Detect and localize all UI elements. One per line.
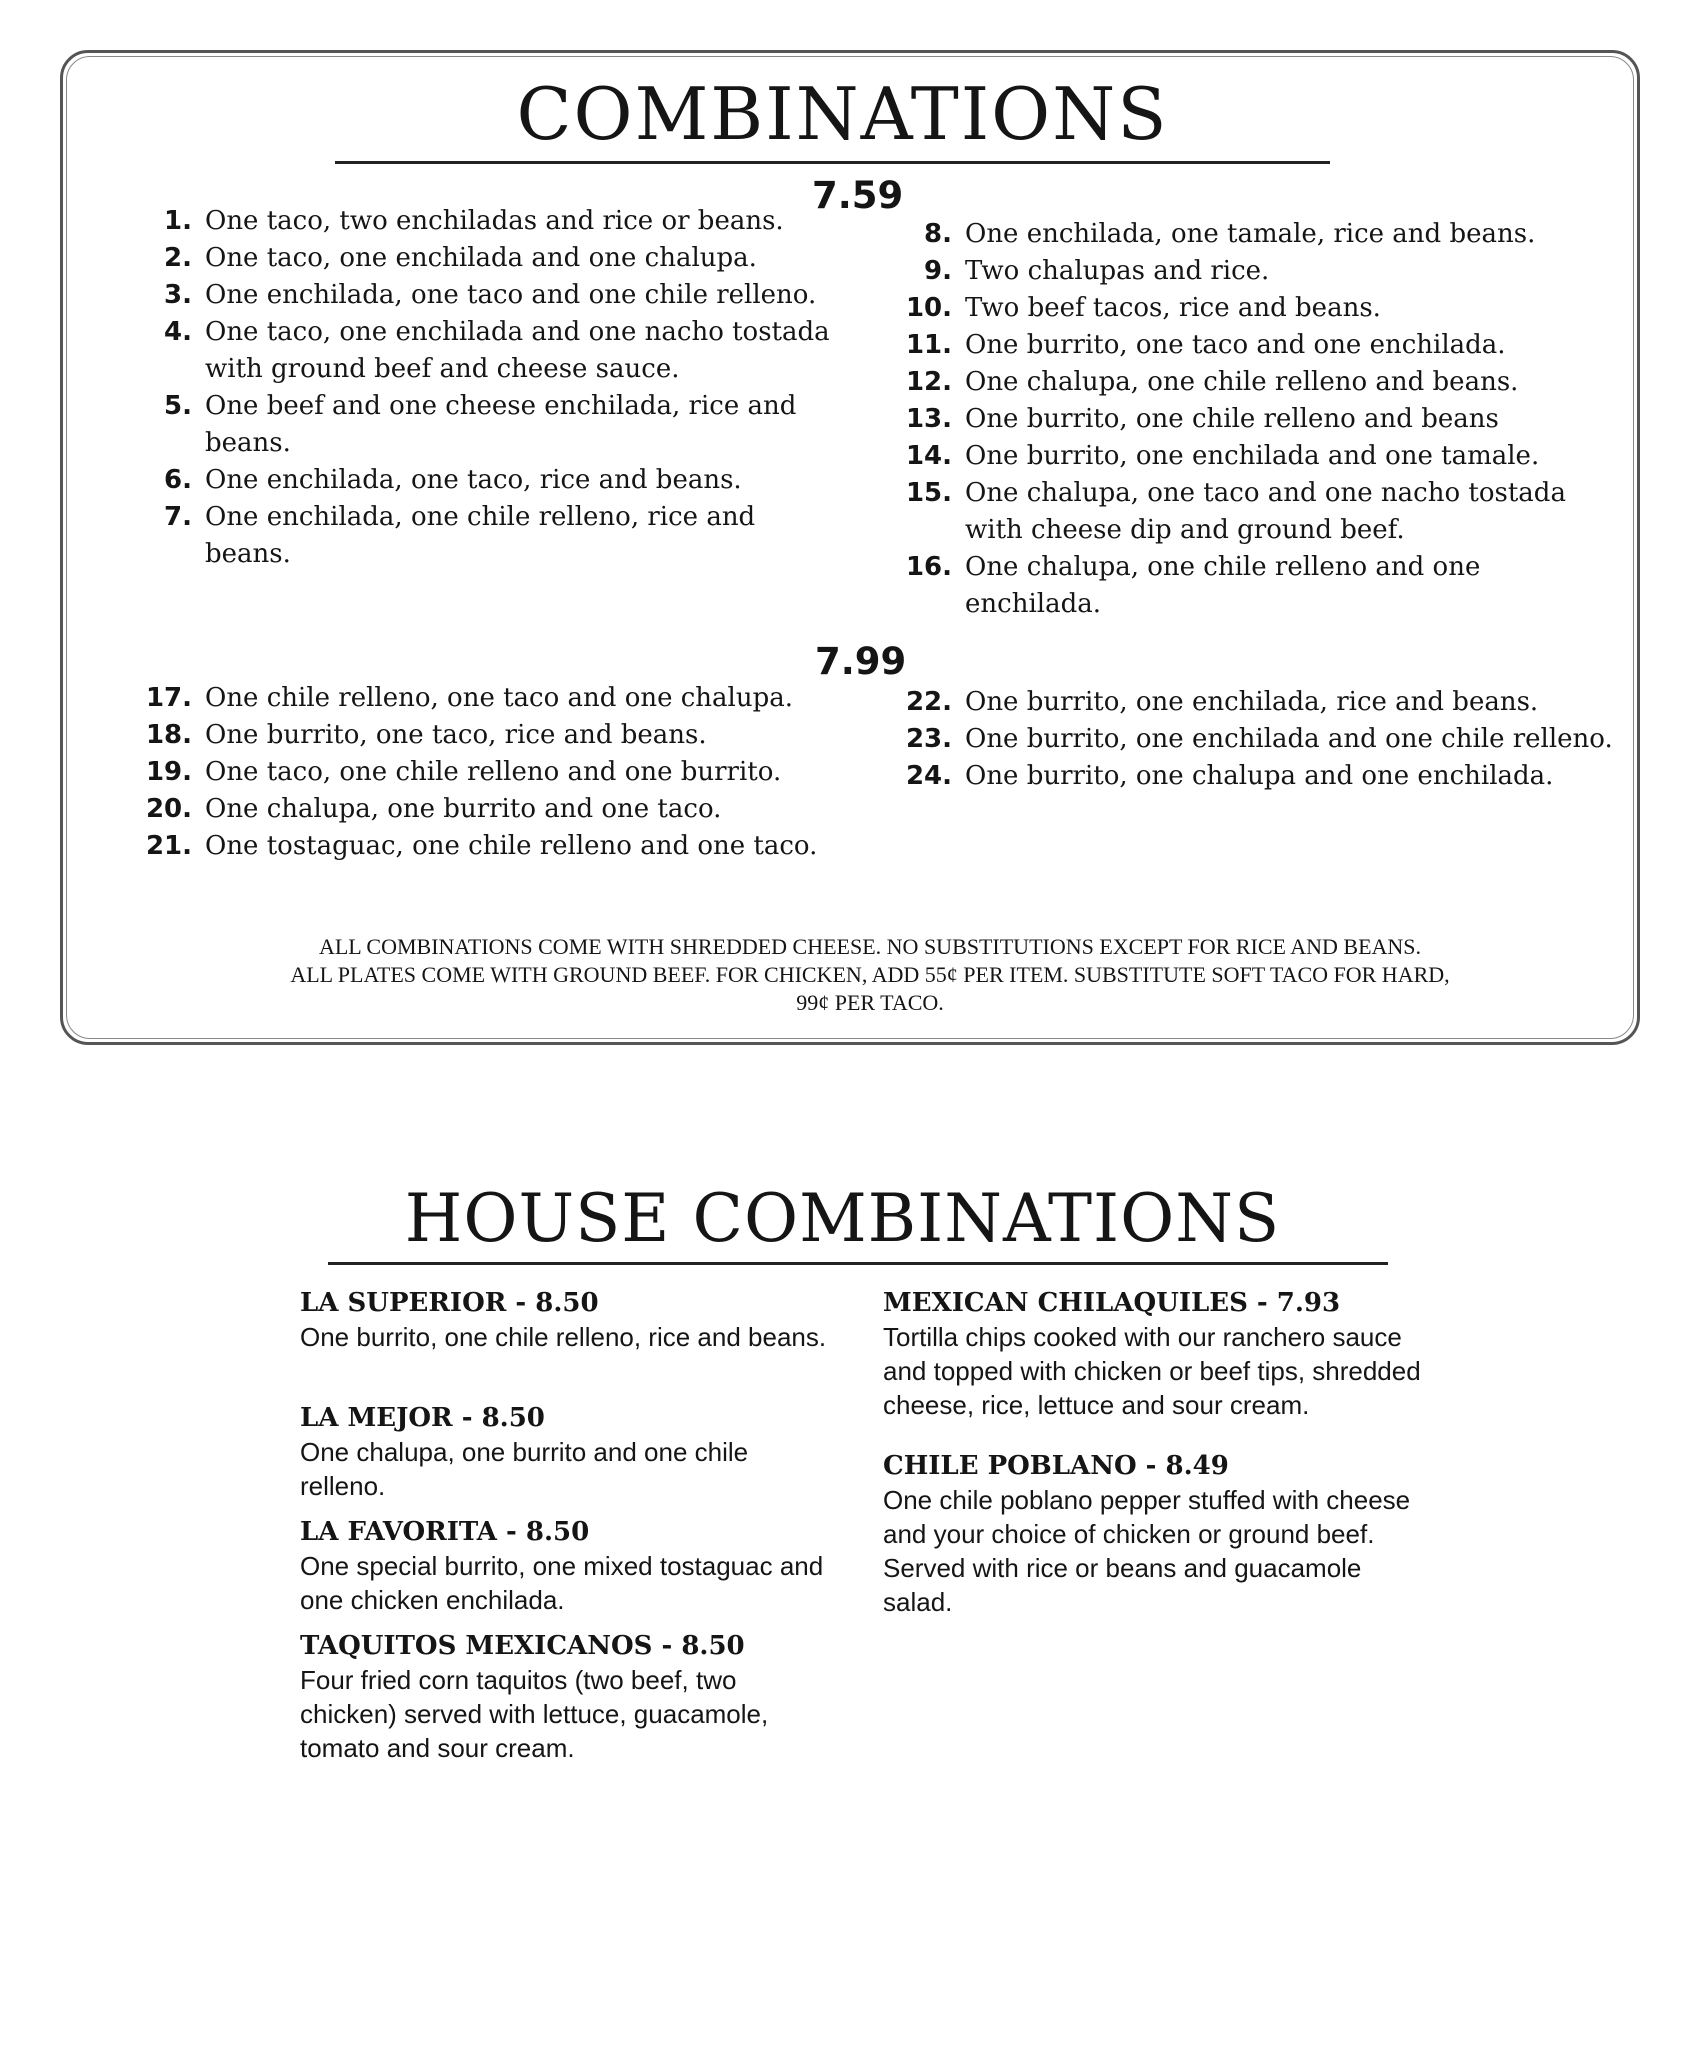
combo-list-right-group1	[890, 216, 1610, 623]
combo-text: Two chalupas and rice.	[965, 256, 1270, 286]
combo-text: One taco, two enchiladas and rice or beans.	[205, 206, 784, 236]
combo-text: One chalupa, one chile relleno and beans.	[965, 367, 1519, 397]
combo-item-14	[890, 438, 1610, 475]
combo-text: Two beef tacos, rice and beans.	[965, 293, 1381, 323]
combo-item-18	[130, 717, 860, 754]
combo-text: One chalupa, one taco and one nacho tostada with cheese dip and ground beef.	[965, 478, 1566, 545]
combo-number: 19.	[145, 757, 192, 787]
house-item-la-mejor	[300, 1401, 840, 1503]
combo-text: One enchilada, one tamale, rice and beans.	[965, 219, 1536, 249]
combo-item-15	[890, 475, 1610, 549]
combo-item-13	[890, 401, 1610, 438]
house-item-name: LA FAVORITA	[300, 1517, 497, 1547]
combo-number: 10.	[905, 293, 952, 323]
combo-text: One taco, one enchilada and one nacho tostada with ground beef and cheese sauce.	[205, 317, 830, 384]
combo-number: 21.	[145, 831, 192, 861]
house-combinations-title: HOUSE COMBINATIONS	[404, 1180, 1281, 1257]
combo-text: One chalupa, one burrito and one taco.	[205, 794, 722, 824]
combo-text: One burrito, one enchilada and one chile relleno.	[965, 724, 1613, 754]
house-item-desc: Four fried corn taquitos (two beef, two chicken) served with lettuce, guacamole, tomato and sour cream.	[300, 1665, 769, 1763]
combo-item-12	[890, 364, 1610, 401]
combo-list-left-group2	[130, 680, 860, 865]
house-item-heading: CHILE POBLANO - 8.49	[883, 1451, 1229, 1481]
house-item-name: LA MEJOR	[300, 1403, 453, 1433]
house-item-la-superior	[300, 1286, 840, 1354]
combo-number: 2.	[164, 243, 192, 273]
combo-number: 16.	[905, 552, 952, 582]
house-item-desc: One special burrito, one mixed tostaguac and one chicken enchilada.	[300, 1551, 824, 1615]
house-item-chile-poblano	[883, 1449, 1423, 1619]
combo-text: One enchilada, one chile relleno, rice and beans.	[205, 502, 756, 569]
combo-number: 11.	[905, 330, 952, 360]
combo-number: 13.	[905, 404, 952, 434]
house-item-price: 8.50	[681, 1631, 745, 1661]
combinations-note-line1: ALL COMBINATIONS COME WITH SHREDDED CHEESE. NO SUBSTITUTIONS EXCEPT FOR RICE AND BEANS.	[318, 934, 1422, 959]
combo-item-17	[130, 680, 860, 717]
combo-number: 12.	[905, 367, 952, 397]
combo-item-9	[890, 253, 1610, 290]
combo-item-11	[890, 327, 1610, 364]
combo-text: One taco, one enchilada and one chalupa.	[205, 243, 757, 273]
house-item-price: 7.93	[1276, 1288, 1341, 1318]
combo-list-left-group1	[130, 203, 840, 573]
combo-item-6	[130, 462, 840, 499]
house-item-desc: One chalupa, one burrito and one chile relleno.	[300, 1437, 749, 1501]
combo-number: 7.	[164, 502, 192, 532]
combinations-title-rule	[335, 161, 1330, 164]
house-item-heading: LA FAVORITA - 8.50	[300, 1517, 590, 1547]
combo-number: 6.	[164, 465, 192, 495]
house-item-name: MEXICAN CHILAQUILES	[883, 1288, 1248, 1318]
combo-item-4	[130, 314, 840, 388]
combo-number: 24.	[905, 761, 952, 791]
price-heading-group1: 7.59	[812, 174, 904, 217]
house-item-name: LA SUPERIOR	[300, 1288, 507, 1318]
combo-text: One enchilada, one taco and one chile relleno.	[205, 280, 817, 310]
combo-item-8	[890, 216, 1610, 253]
house-item-price: 8.49	[1165, 1451, 1229, 1481]
combo-text: One burrito, one chile relleno and beans	[965, 404, 1499, 434]
combo-number: 15.	[905, 478, 952, 508]
combo-number: 23.	[905, 724, 952, 754]
combo-number: 4.	[164, 317, 192, 347]
house-title-rule	[328, 1262, 1388, 1265]
combo-text: One taco, one chile relleno and one burrito.	[205, 757, 782, 787]
combo-item-19	[130, 754, 860, 791]
combo-number: 14.	[905, 441, 952, 471]
combo-text: One burrito, one taco and one enchilada.	[965, 330, 1506, 360]
combo-item-16	[890, 549, 1610, 623]
house-item-heading: TAQUITOS MEXICANOS - 8.50	[300, 1631, 745, 1661]
house-item-name: TAQUITOS MEXICANOS	[300, 1631, 653, 1661]
combo-text: One burrito, one taco, rice and beans.	[205, 720, 707, 750]
combo-text: One beef and one cheese enchilada, rice and beans.	[205, 391, 797, 458]
combo-item-21	[130, 828, 860, 865]
house-item-desc: One chile poblano pepper stuffed with cheese and your choice of chicken or ground beef. Served with rice or beans and guacamole salad.	[883, 1485, 1411, 1617]
house-item-price: 8.50	[481, 1403, 545, 1433]
combo-number: 3.	[164, 280, 192, 310]
combo-text: One chile relleno, one taco and one chalupa.	[205, 683, 794, 713]
price-heading-group2: 7.99	[815, 640, 907, 683]
combo-item-7	[130, 499, 840, 573]
combo-item-24	[890, 758, 1620, 795]
house-item-desc: One burrito, one chile relleno, rice and beans.	[300, 1322, 827, 1352]
combinations-note-line2: ALL PLATES COME WITH GROUND BEEF. FOR CHICKEN, ADD 55¢ PER ITEM. SUBSTITUTE SOFT TACO FOR HARD,	[290, 962, 1450, 987]
house-item-heading: LA MEJOR - 8.50	[300, 1403, 545, 1433]
combo-text: One burrito, one enchilada and one tamale.	[965, 441, 1540, 471]
combinations-title: COMBINATIONS	[516, 72, 1169, 156]
combo-text: One chalupa, one chile relleno and one enchilada.	[965, 552, 1481, 619]
combo-text: One tostaguac, one chile relleno and one taco.	[205, 831, 818, 861]
house-item-taquitos-mexicanos	[300, 1629, 840, 1765]
house-item-heading: MEXICAN CHILAQUILES - 7.93	[883, 1288, 1341, 1318]
house-item-mexican-chilaquiles	[883, 1286, 1423, 1422]
combo-item-20	[130, 791, 860, 828]
combo-item-3	[130, 277, 840, 314]
combo-item-1	[130, 203, 840, 240]
combinations-note-line3: 99¢ PER TACO.	[796, 990, 944, 1015]
combo-number: 5.	[164, 391, 192, 421]
combo-list-right-group2	[890, 684, 1620, 795]
combo-text: One enchilada, one taco, rice and beans.	[205, 465, 742, 495]
combo-item-2	[130, 240, 840, 277]
combo-number: 8.	[924, 219, 952, 249]
house-item-name: CHILE POBLANO	[883, 1451, 1137, 1481]
combo-item-23	[890, 721, 1620, 758]
combo-item-22	[890, 684, 1620, 721]
combo-number: 22.	[905, 687, 952, 717]
combo-text: One burrito, one chalupa and one enchilada.	[965, 761, 1554, 791]
combo-text: One burrito, one enchilada, rice and beans.	[965, 687, 1539, 717]
house-item-desc: Tortilla chips cooked with our ranchero sauce and topped with chicken or beef tips, shredded cheese, rice, lettuce and sour cream.	[883, 1322, 1421, 1420]
combo-number: 9.	[924, 256, 952, 286]
combo-number: 1.	[164, 206, 192, 236]
combo-number: 18.	[145, 720, 192, 750]
house-item-la-favorita	[300, 1515, 840, 1617]
house-item-price: 8.50	[525, 1517, 590, 1547]
house-item-heading: LA SUPERIOR - 8.50	[300, 1288, 599, 1318]
house-item-price: 8.50	[535, 1288, 599, 1318]
combo-item-5	[130, 388, 840, 462]
combo-number: 17.	[145, 683, 192, 713]
combo-item-10	[890, 290, 1610, 327]
combo-number: 20.	[145, 794, 192, 824]
